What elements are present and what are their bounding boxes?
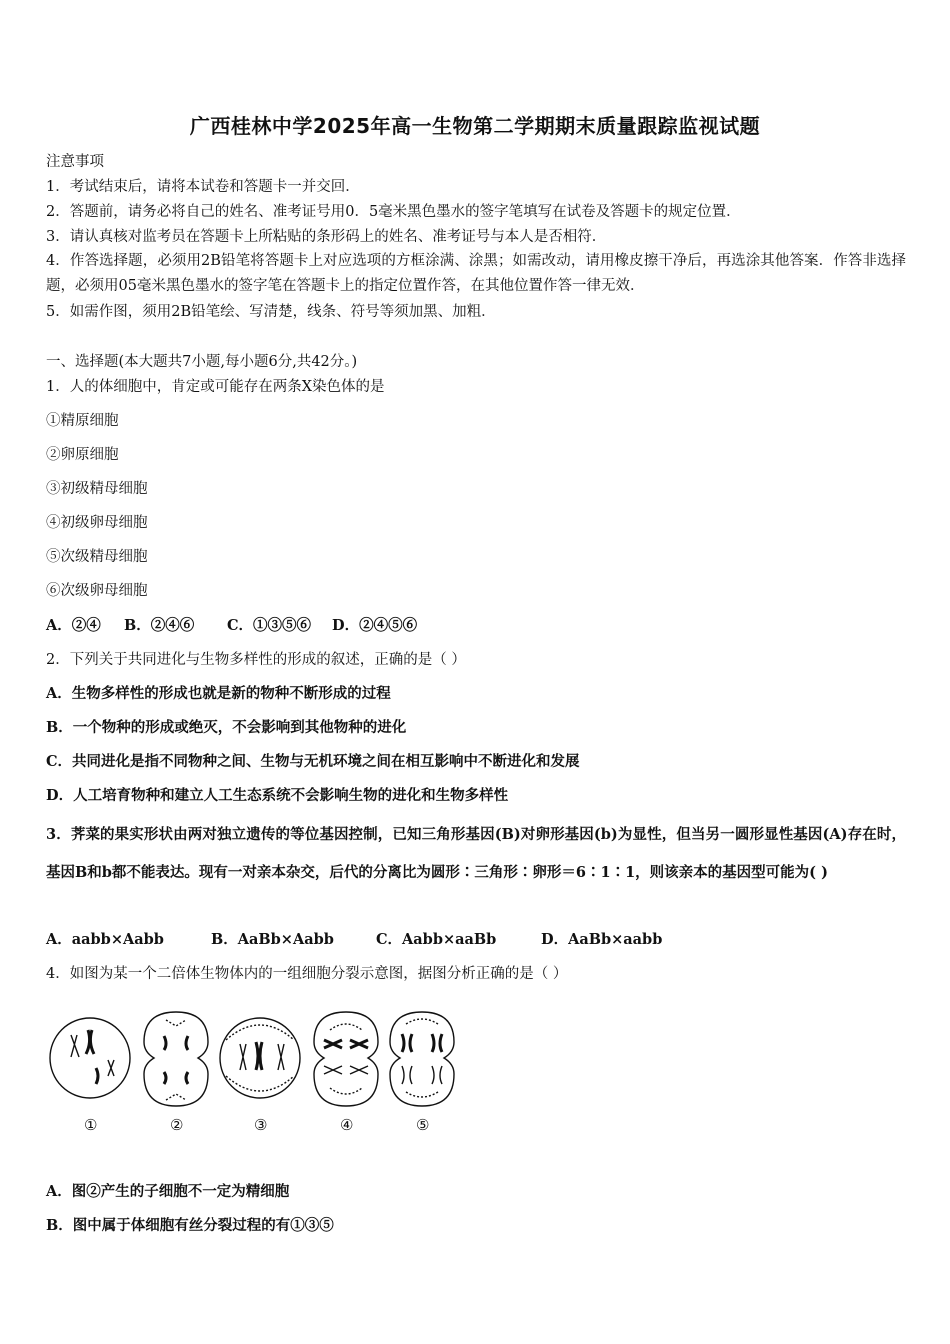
q1-item-6: ⑥次级卵母细胞	[46, 583, 148, 599]
q1-item-4: ④初级卵母细胞	[46, 515, 148, 531]
q1-options	[46, 616, 417, 636]
cell-2-diagram	[144, 1012, 208, 1106]
q4-option-b[interactable]: B．图中属于体细胞有丝分裂过程的有①③⑤	[46, 1217, 334, 1234]
q2-option-c[interactable]: C．共同进化是指不同物种之间、生物与无机环境之间在相互影响中不断进化和发展	[46, 753, 580, 770]
q3-option-b[interactable]: B．AaBb×Aabb	[211, 931, 334, 948]
notice-item-1: 1．考试结束后，请将本试卷和答题卡一并交回．	[46, 179, 360, 195]
q3-option-a[interactable]: A．aabb×Aabb	[46, 931, 164, 948]
notice-item-5: 5．如需作图，须用2B铅笔绘、写清楚，线条、符号等须加黑、加粗．	[46, 304, 496, 320]
cell-1-diagram	[50, 1018, 130, 1098]
figure-label-3: ③	[254, 1116, 268, 1134]
cell-division-figure	[46, 1000, 476, 1140]
q1-option-d[interactable]: D．②④⑤⑥	[332, 617, 418, 634]
section-heading: 一、选择题(本大题共7小题,每小题6分,共42分。)	[46, 354, 358, 370]
q2-option-d[interactable]: D．人工培育物种和建立人工生态系统不会影响生物的进化和生物多样性	[46, 787, 509, 804]
q1-stem: 1．人的体细胞中，肯定或可能存在两条X染色体的是	[46, 379, 385, 395]
notice-item-3: 3．请认真核对监考员在答题卡上所粘贴的条形码上的姓名、准考证号与本人是否相符．	[46, 229, 607, 245]
q3-options	[46, 930, 662, 950]
q2-option-b[interactable]: B．一个物种的形成或绝灭，不会影响到其他物种的进化	[46, 719, 407, 736]
figure-label-5: ⑤	[416, 1116, 430, 1134]
figure-label-2: ②	[170, 1116, 184, 1134]
q3-option-c[interactable]: C．Aabb×aaBb	[376, 931, 497, 948]
q3-option-d[interactable]: D．AaBb×aabb	[541, 931, 663, 948]
notice-heading: 注意事项	[46, 154, 104, 170]
cell-5-diagram	[390, 1012, 454, 1106]
q1-item-1: ①精原细胞	[46, 413, 119, 429]
cell-4-diagram	[314, 1012, 378, 1106]
q4-stem: 4．如图为某一个二倍体生物体内的一组细胞分裂示意图，据图分析正确的是（ ）	[46, 966, 568, 982]
cell-3-diagram	[220, 1018, 300, 1098]
q3-stem: 3．荠菜的果实形状由两对独立遗传的等位基因控制，已知三角形基因(B)对卵形基因(b)为显性，但当另一圆形显性基因(A)存在时，基因B和b都不能表达。现有一对亲本杂交，后代的分离比为圆形∶三角形∶卵形＝6∶1∶1，则该亲本的基因型可能为( )	[46, 826, 906, 881]
q2-stem: 2．下列关于共同进化与生物多样性的形成的叙述，正确的是（ ）	[46, 652, 466, 668]
notice-item-2: 2．答题前，请务必将自己的姓名、准考证号用0．5毫米黑色墨水的签字笔填写在试卷及答题卡的规定位置．	[46, 204, 741, 220]
q4-option-a[interactable]: A．图②产生的子细胞不一定为精细胞	[46, 1183, 290, 1200]
q2-option-a[interactable]: A．生物多样性的形成也就是新的物种不断形成的过程	[46, 685, 391, 702]
q1-option-b[interactable]: B．②④⑥	[124, 617, 195, 634]
q1-item-3: ③初级精母细胞	[46, 481, 148, 497]
figure-label-1: ①	[84, 1116, 98, 1134]
figure-label-4: ④	[340, 1116, 354, 1134]
q1-option-c[interactable]: C．①③⑤⑥	[227, 617, 312, 634]
q1-item-2: ②卵原细胞	[46, 447, 119, 463]
page-title: 广西桂林中学2025年高一生物第二学期期末质量跟踪监视试题	[189, 114, 761, 138]
q1-item-5: ⑤次级精母细胞	[46, 549, 148, 565]
q1-option-a[interactable]: A．②④	[46, 617, 101, 634]
notice-item-4: 4．作答选择题，必须用2B铅笔将答题卡上对应选项的方框涂满、涂黑；如需改动，请用橡皮擦干净后，再选涂其他答案．作答非选择题，必须用05毫米黑色墨水的签字笔在答题卡上的指定位置作答，在其他位置作答一律无效．	[46, 253, 906, 294]
